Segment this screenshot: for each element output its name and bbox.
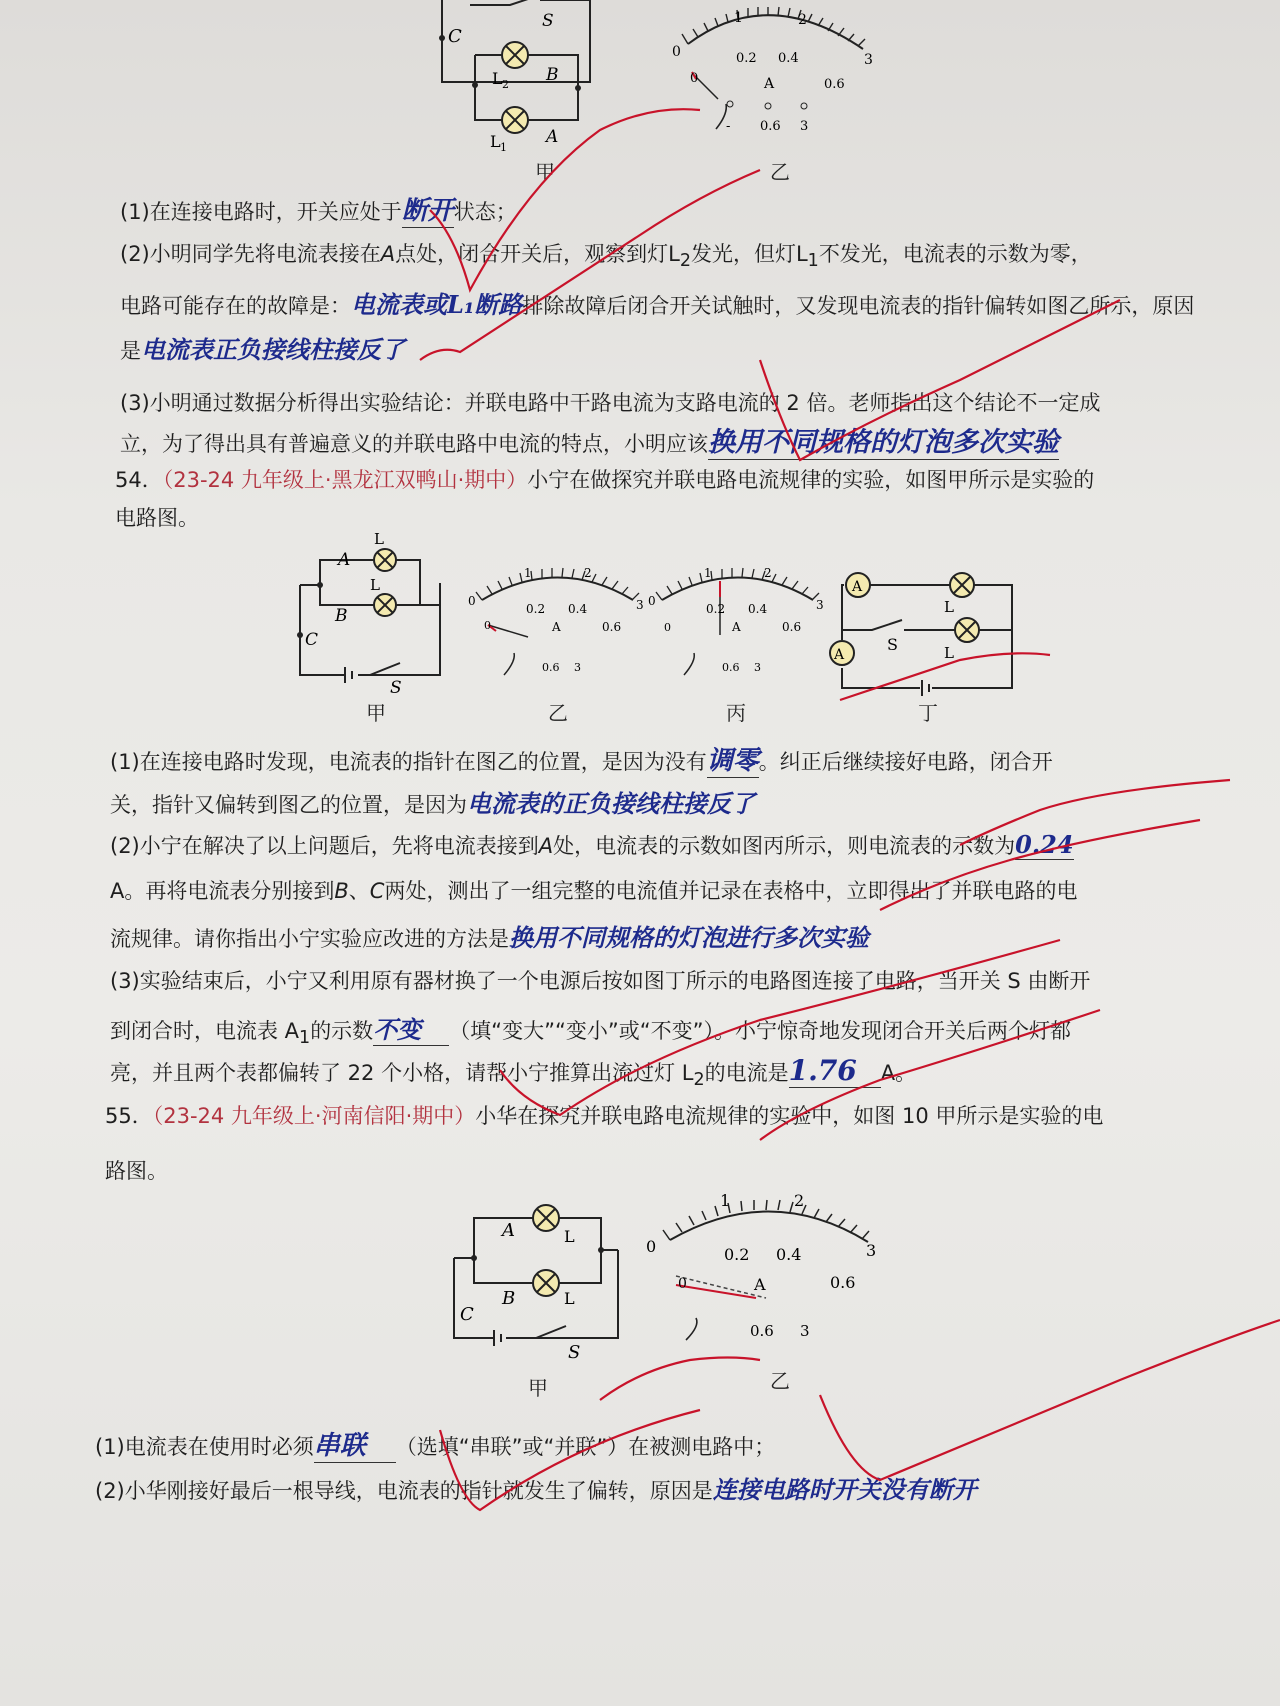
q54-intro-line2: 电路图。 — [115, 506, 199, 530]
svg-text:A: A — [338, 550, 351, 570]
svg-text:A: A — [852, 579, 863, 595]
label-B: B — [546, 65, 559, 85]
svg-text:S: S — [568, 1342, 581, 1363]
q54-part2-line2: A。再将电流表分别接到B、C两处，测出了一组完整的电流值并记录在表格中，立即得出了并联电路的电 — [110, 879, 1078, 903]
q54-part3-line3: 亮，并且两个表都偏转了 22 个小格，请帮小宁推算出流过灯 $L_2$的电流是1.76 A。 — [110, 1054, 917, 1091]
q55-caption-jia: 甲 — [528, 1376, 548, 1400]
svg-text:0.6: 0.6 — [750, 1322, 774, 1340]
q53-part2-line1: (2)小明同学先将电流表接在A点处，闭合开关后，观察到灯$L_2$发光，但灯$L_1$不发光，电流表的示数为零， — [120, 242, 1092, 272]
q53-ammeter-figure — [668, 4, 878, 144]
svg-text:L: L — [944, 598, 954, 616]
q55-header: 55．（23-24 九年级上·河南信阳·期中）小华在探究并联电路电流规律的实验中，如图 10 甲所示是实验的电 — [105, 1104, 1104, 1128]
label-C: C — [448, 26, 462, 47]
q53-fig-jia-caption: 甲 — [535, 160, 555, 184]
svg-text:S: S — [887, 635, 898, 654]
svg-text:2: 2 — [584, 566, 592, 580]
svg-text:2: 2 — [798, 12, 807, 28]
q54-caption-jia: 甲 — [366, 701, 386, 725]
svg-text:0: 0 — [484, 619, 491, 632]
label-A: A — [546, 127, 559, 147]
svg-text:2: 2 — [502, 78, 509, 91]
q55-circuit-jia — [446, 1198, 626, 1363]
svg-text:0.2: 0.2 — [724, 1245, 750, 1264]
svg-text:1: 1 — [704, 566, 712, 580]
svg-text:C: C — [305, 630, 319, 650]
answer-q53-1: 断开 — [402, 190, 454, 228]
q53-part3-line2: 立，为了得出具有普遍意义的并联电路中电流的特点，小明应该换用不同规格的灯泡多次实验 — [120, 420, 1059, 460]
q54-caption-bing: 丙 — [726, 701, 746, 725]
svg-text:A: A — [754, 1275, 766, 1294]
q54-ammeter-yi — [468, 565, 648, 685]
svg-text:1: 1 — [500, 141, 507, 154]
svg-text:3: 3 — [816, 598, 824, 612]
svg-text:A: A — [552, 620, 561, 634]
q54-ammeter-bing — [648, 565, 828, 685]
svg-text:3: 3 — [864, 52, 873, 68]
svg-text:3: 3 — [800, 1322, 810, 1340]
svg-text:0: 0 — [646, 1237, 657, 1256]
svg-text:0: 0 — [468, 594, 476, 608]
q54-circuit-jia — [290, 530, 450, 698]
q53-fig-yi-caption: 乙 — [770, 160, 790, 184]
q54-part3-line1: (3)实验结束后，小宁又利用原有器材换了一个电源后按如图丁所示的电路图连接了电路，当开关 S 由断开 — [110, 969, 1091, 993]
q55-caption-yi: 乙 — [770, 1369, 790, 1393]
q54-part1-line2: 关，指针又偏转到图乙的位置，是因为电流表的正负接线柱接反了 — [110, 789, 755, 818]
q54-caption-ding: 丁 — [918, 701, 938, 725]
svg-text:A: A — [732, 620, 741, 634]
svg-text:L: L — [374, 530, 384, 548]
svg-text:3: 3 — [636, 598, 644, 612]
answer-q53-3: 换用不同规格的灯泡多次实验 — [708, 420, 1059, 460]
q54-part2-line3: 流规律。请你指出小宁实验应改进的方法是换用不同规格的灯泡进行多次实验 — [110, 923, 869, 952]
svg-text:3: 3 — [754, 661, 761, 674]
q55-ammeter-yi — [646, 1190, 886, 1350]
answer-q55-1: 串联 — [314, 1425, 396, 1463]
svg-text:1: 1 — [734, 10, 743, 26]
svg-text:B: B — [502, 1288, 516, 1309]
svg-text:1: 1 — [524, 566, 532, 580]
svg-text:0.4: 0.4 — [568, 602, 588, 616]
svg-text:3: 3 — [866, 1241, 877, 1260]
q53-circuit-figure — [430, 0, 660, 154]
answer-q54-2b: 换用不同规格的灯泡进行多次实验 — [509, 923, 869, 952]
svg-text:0: 0 — [678, 1276, 687, 1292]
svg-text:L: L — [944, 644, 954, 662]
svg-text:0.6: 0.6 — [760, 119, 781, 134]
svg-text:0: 0 — [672, 44, 681, 60]
answer-q54-1b: 电流表的正负接线柱接反了 — [467, 789, 755, 818]
svg-text:-: - — [726, 119, 731, 134]
svg-text:1: 1 — [720, 1191, 731, 1210]
q53-part1: (1)在连接电路时，开关应处于断开状态； — [120, 190, 517, 228]
svg-text:3: 3 — [574, 661, 581, 674]
answer-q53-2b: 电流表正负接线柱接反了 — [141, 335, 405, 364]
svg-text:C: C — [460, 1304, 474, 1325]
svg-text:0.2: 0.2 — [526, 602, 546, 616]
svg-text:L: L — [564, 1289, 575, 1308]
svg-text:3: 3 — [800, 119, 809, 134]
svg-text:0: 0 — [690, 71, 699, 86]
svg-text:A: A — [764, 76, 775, 92]
q54-circuit-ding — [832, 568, 1022, 693]
q54-header: 54．（23-24 九年级上·黑龙江双鸭山·期中）小宁在做探究并联电路电流规律的实验，如图甲所示是实验的 — [115, 468, 1095, 492]
svg-text:2: 2 — [794, 1191, 805, 1210]
answer-q54-1a: 调零 — [707, 740, 759, 778]
q55-part1: (1)电流表在使用时必须串联 （选填“串联”或“并联”）在被测电路中； — [95, 1425, 775, 1463]
label-L2: L — [492, 69, 503, 88]
answer-q54-2a: 0.24 — [1015, 830, 1074, 859]
svg-text:0.6: 0.6 — [602, 620, 622, 634]
q53-part2-line2: 电路可能存在的故障是：电流表或L₁断路排除故障后闭合开关试触时，又发现电流表的指针偏转如图乙所示，原因 — [120, 290, 1195, 319]
svg-text:0: 0 — [648, 594, 656, 608]
svg-text:0.4: 0.4 — [776, 1245, 802, 1264]
svg-text:L: L — [370, 576, 380, 594]
svg-text:2: 2 — [764, 566, 772, 580]
svg-text:0.6: 0.6 — [722, 661, 740, 674]
svg-text:A: A — [834, 647, 845, 663]
label-S: S — [542, 11, 554, 31]
q54-part2-line1: (2)小宁在解决了以上问题后，先将电流表接到A处，电流表的示数如图丙所示，则电流表的示数为0.24 — [110, 830, 1074, 859]
svg-text:0: 0 — [664, 621, 671, 634]
answer-q54-3b: 1.76 — [789, 1054, 881, 1088]
svg-text:L: L — [564, 1227, 575, 1246]
answer-q54-3a: 不变 — [373, 1010, 449, 1046]
svg-text:A: A — [502, 1220, 515, 1241]
svg-text:0.6: 0.6 — [782, 620, 802, 634]
svg-text:0.6: 0.6 — [830, 1273, 856, 1292]
svg-text:S: S — [390, 678, 402, 698]
q55-intro-line2: 路图。 — [105, 1159, 168, 1183]
svg-text:0.4: 0.4 — [778, 51, 799, 66]
svg-text:0.2: 0.2 — [706, 602, 726, 616]
q54-part3-line2: 到闭合时，电流表 $A_1$的示数不变 （填“变大”“变小”或“不变”）。小宁惊奇地发现闭合开关后两个灯都 — [110, 1010, 1071, 1048]
q55-part2: (2)小华刚接好最后一根导线，电流表的指针就发生了偏转，原因是连接电路时开关没有断开 — [95, 1475, 977, 1504]
q53-part3-line1: (3)小明通过数据分析得出实验结论：并联电路中干路电流为支路电流的 2 倍。老师指出这个结论不一定成 — [120, 391, 1101, 415]
answer-q53-2a: 电流表或L₁断路 — [351, 290, 523, 319]
q54-part1-line1: (1)在连接电路时发现，电流表的指针在图乙的位置，是因为没有调零。纠正后继续接好电路，闭合开 — [110, 740, 1053, 778]
svg-text:0.6: 0.6 — [542, 661, 560, 674]
q53-part2-line3: 是电流表正负接线柱接反了 — [120, 335, 405, 364]
svg-text:0.4: 0.4 — [748, 602, 768, 616]
svg-text:0.6: 0.6 — [824, 77, 845, 92]
svg-text:0.2: 0.2 — [736, 51, 757, 66]
answer-q55-2: 连接电路时开关没有断开 — [712, 1475, 977, 1504]
label-L1: L — [490, 132, 501, 151]
q54-caption-yi: 乙 — [548, 701, 568, 725]
svg-text:B: B — [335, 606, 348, 626]
